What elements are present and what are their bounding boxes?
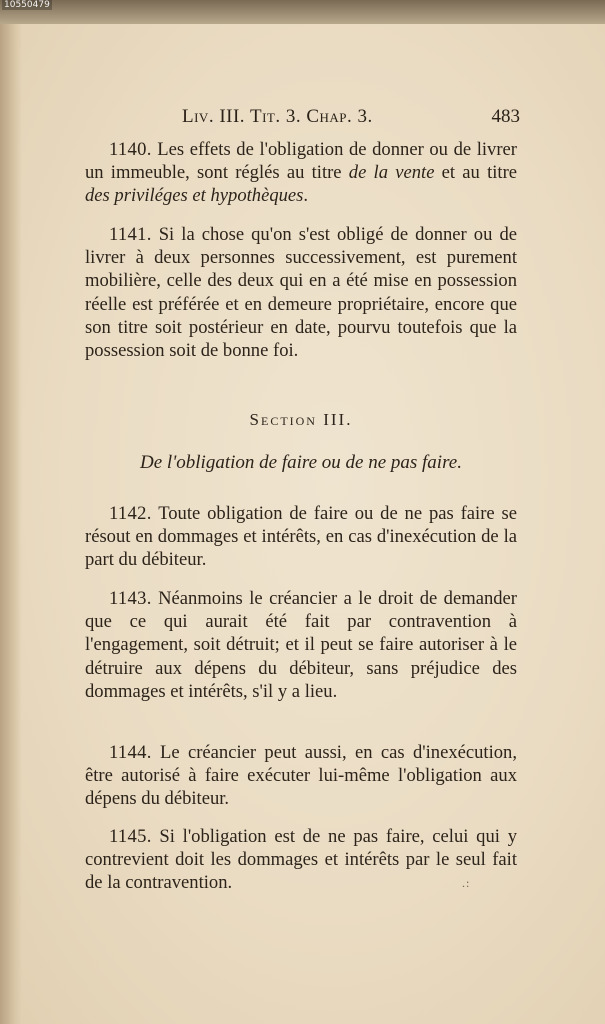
article-number: 1142. xyxy=(109,503,152,524)
article-1143 xyxy=(85,587,517,703)
article-number: 1140. xyxy=(109,139,152,160)
article-text: Le créancier peut aussi, en cas d'inexécution, être autorisé à faire exécuter lui-même l'obligation aux dépens du débiteur. xyxy=(85,742,517,810)
article-text-italic: des priviléges et hypothèques xyxy=(85,185,304,207)
article-number: 1144. xyxy=(109,742,152,763)
article-text: et au titre xyxy=(434,162,518,184)
print-mark: .: xyxy=(462,876,471,890)
article-text: Si la chose qu'on s'est obligé de donner ou de livrer à deux personnes successivement, est purement mobilière, celle des deux qui en a été mise en possession réelle est préférée et en demeure propriétaire, encore que son titre soit postérieur en date, pourvu toutefois que la possession soit de bonne foi. xyxy=(85,224,517,362)
article-1141 xyxy=(85,223,517,362)
article-number: 1143. xyxy=(109,588,152,609)
page-gutter-shadow xyxy=(0,24,22,1024)
section-title: Section III. xyxy=(249,410,353,429)
section-subtitle: De l'obligation de faire ou de ne pas faire. xyxy=(140,452,462,473)
article-1140 xyxy=(85,138,517,208)
scan-id-label: 10550479 xyxy=(4,0,50,10)
article-1144 xyxy=(85,741,517,811)
article-number: 1141. xyxy=(109,224,152,245)
article-text: Toute obligation de faire ou de ne pas faire se résout en dommages et intérêts, en cas d'inexécution de la part du débiteur. xyxy=(85,503,518,571)
article-text: Si l'obligation est de ne pas faire, celui qui y contrevient doit les dommages et intérêts par le seul fait de la contravention. xyxy=(85,826,517,894)
article-text: . xyxy=(303,185,309,207)
article-number: 1145. xyxy=(109,826,152,847)
article-text: Les effets de l'obligation de donner ou de livrer un immeuble, sont réglés au titre xyxy=(85,139,517,184)
article-1145 xyxy=(85,825,517,895)
article-text-italic: de la vente xyxy=(348,162,435,184)
article-1142 xyxy=(85,502,517,572)
running-title: Liv. III. Tit. 3. Chap. 3. xyxy=(182,106,373,127)
page-number: 483 xyxy=(491,106,520,127)
article-text: Néanmoins le créancier a le droit de demander que ce qui aurait été fait par contravention à l'engagement, soit détruit; et il peut se faire autoriser à le détruire aux dépens du débiteur, sans préjudice des dommages et intérêts, s'il y a lieu. xyxy=(85,588,517,702)
running-header xyxy=(170,104,520,134)
